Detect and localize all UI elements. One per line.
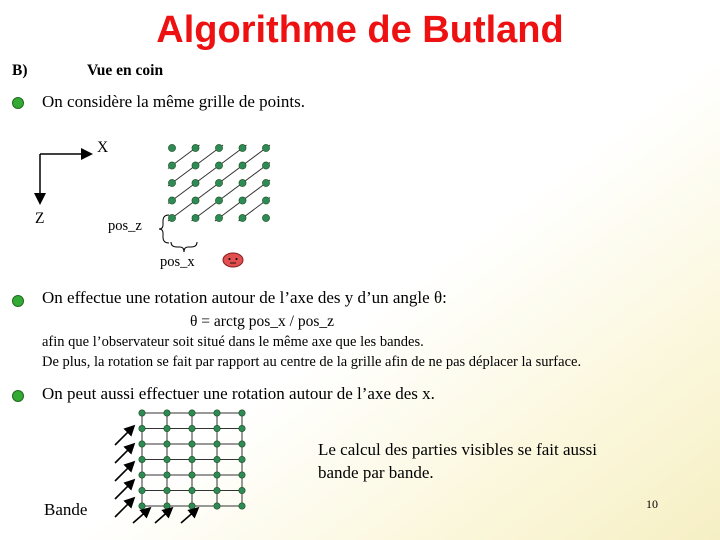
view-direction-arrow [133, 509, 149, 523]
grid-point [214, 503, 220, 509]
grid-point [139, 410, 145, 416]
grid-point [139, 503, 145, 509]
grid-point [189, 472, 195, 478]
grid-point [168, 162, 175, 169]
view-direction-arrow [115, 499, 133, 517]
grid-point [239, 144, 246, 151]
grid-point [139, 456, 145, 462]
grid-point [139, 472, 145, 478]
page-number: 10 [646, 497, 658, 511]
view-direction-arrow [115, 481, 133, 499]
diagonal-band-line [192, 163, 271, 222]
band-grid-diagram [105, 405, 275, 530]
bullet-icon [12, 97, 24, 109]
grid-point [192, 179, 199, 186]
grid-point [262, 179, 269, 186]
visible-parts-text-line-2: bande par bande. [318, 463, 434, 482]
grid-point [215, 162, 222, 169]
grid-point [189, 503, 195, 509]
bullet-icon [12, 390, 24, 402]
grid-point [139, 441, 145, 447]
view-direction-arrow [155, 509, 171, 523]
grid-point [189, 487, 195, 493]
grid-point [239, 487, 245, 493]
view-direction-arrow [181, 509, 197, 523]
bande-label: Bande [44, 500, 88, 519]
grid-point [164, 503, 170, 509]
view-direction-arrow [115, 427, 133, 445]
grid-point [214, 425, 220, 431]
grid-point [164, 441, 170, 447]
formula-text: θ = arctg pos_x / pos_z [190, 313, 335, 330]
grid-point [214, 472, 220, 478]
bullet-text-rotation-y: On effectue une rotation autour de l’axe des y d’un angle θ: [42, 288, 447, 307]
grid-point [239, 472, 245, 478]
grid-point [192, 197, 199, 204]
grid-point [192, 162, 199, 169]
slide-title: Algorithme de Butland [156, 9, 564, 51]
section-title: Vue en coin [87, 62, 164, 79]
grid-point [192, 144, 199, 151]
grid-point [214, 410, 220, 416]
grid-point [239, 503, 245, 509]
grid-point [139, 425, 145, 431]
grid-point [192, 214, 199, 221]
grid-point [239, 214, 246, 221]
bullet-text-rotation-x: On peut aussi effectuer une rotation autour de l’axe des x. [42, 384, 435, 403]
grid-point [189, 456, 195, 462]
grid-point [262, 214, 269, 221]
grid-point [262, 162, 269, 169]
grid-point [214, 441, 220, 447]
grid-point [189, 425, 195, 431]
z-axis-label: Z [35, 210, 45, 227]
grid-point [239, 162, 246, 169]
note-line-2: De plus, la rotation se fait par rapport au centre de la grille afin de ne pas déplacer la surface. [42, 354, 582, 370]
grid-point [214, 487, 220, 493]
grid-point [215, 144, 222, 151]
visible-parts-text-line-1: Le calcul des parties visibles se fait aussi [318, 440, 597, 459]
grid-point [239, 441, 245, 447]
grid-point [189, 410, 195, 416]
pos-x-brace [169, 240, 199, 254]
diagonal-band-line [168, 145, 247, 204]
note-line-1: afin que l’observateur soit situé dans le même axe que les bandes. [42, 334, 424, 350]
pos-x-label: pos_x [160, 254, 195, 270]
grid-point [164, 456, 170, 462]
grid-point [239, 456, 245, 462]
grid-point [239, 179, 246, 186]
bullet-icon [12, 295, 24, 307]
grid-point [139, 487, 145, 493]
grid-point [164, 472, 170, 478]
grid-point [215, 214, 222, 221]
view-direction-arrow [115, 445, 133, 463]
grid-point [215, 197, 222, 204]
x-axis-label: X [97, 139, 109, 156]
grid-point [262, 197, 269, 204]
view-direction-arrow [115, 463, 133, 481]
grid-point [189, 441, 195, 447]
pos-z-label: pos_z [108, 218, 142, 234]
grid-point [164, 425, 170, 431]
grid-point [239, 410, 245, 416]
bullet-text-grid: On considère la même grille de points. [42, 92, 305, 111]
grid-point [215, 179, 222, 186]
section-label: B) [12, 62, 28, 79]
grid-point [239, 197, 246, 204]
grid-point [262, 144, 269, 151]
grid-point [214, 456, 220, 462]
grid-point [168, 197, 175, 204]
grid-point [164, 487, 170, 493]
observer-face-icon [222, 252, 244, 268]
grid-point [239, 425, 245, 431]
grid-point [168, 179, 175, 186]
grid-point [168, 144, 175, 151]
grid-point [164, 410, 170, 416]
